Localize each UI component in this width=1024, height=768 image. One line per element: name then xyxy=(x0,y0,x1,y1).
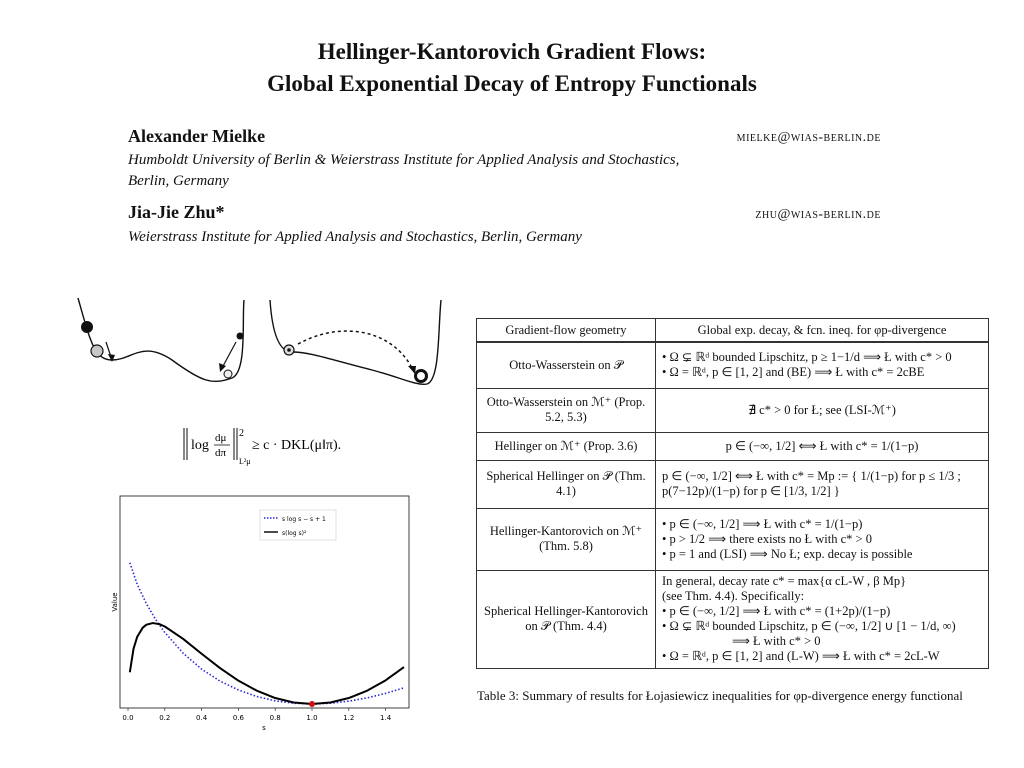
table-row xyxy=(477,570,989,668)
comparison-line-chart xyxy=(111,494,414,734)
x-tick-label: 0.4 xyxy=(196,714,208,722)
row-results xyxy=(656,570,989,668)
ineq-lhs: log xyxy=(191,438,209,453)
summary-table xyxy=(476,318,989,669)
result-line: (see Thm. 4.4). Specifically: xyxy=(662,589,805,603)
result-line: • Ω = ℝᵈ, p ∈ [1, 2] and (BE) ⟹ Ł with c* = 2cBE xyxy=(662,365,925,380)
svg-text:dμ: dμ xyxy=(215,432,227,444)
row-geometry: Otto-Wasserstein on 𝒫 xyxy=(477,342,656,388)
minimum-marker xyxy=(309,701,315,707)
table-header-row xyxy=(477,319,989,343)
dashed-transport-arrow xyxy=(298,331,412,368)
left-landscape-curve xyxy=(78,298,244,381)
author-email-1[interactable]: mielke@wias-berlin.de xyxy=(736,130,881,145)
x-tick-label: 0.2 xyxy=(159,714,171,722)
y-axis-label: Value xyxy=(111,592,119,612)
result-line: ⟹ Ł with c* > 0 xyxy=(732,634,821,648)
row-results: p ∈ (−∞, 1/2] ⟺ Ł with c* = 1/(1−p) xyxy=(656,432,989,460)
result-line: In general, decay rate c* = max{α cL-W , β Mp} xyxy=(662,574,907,588)
plot-series-group xyxy=(130,563,404,707)
x-axis-label: s xyxy=(262,724,266,732)
affiliation-line-2: Berlin, Germany xyxy=(128,173,229,189)
row-geometry: Spherical Hellinger on 𝒫 (Thm. 4.1) xyxy=(477,460,656,508)
table-header-geometry: Gradient-flow geometry xyxy=(477,319,656,343)
result-line: • p ∈ (−∞, 1/2] ⟹ Ł with c* = (1+2p)/(1−p) xyxy=(662,604,891,618)
svg-text:dπ: dπ xyxy=(215,447,227,459)
author-name-1: Alexander Mielke xyxy=(128,126,266,146)
row-results: p ∈ (−∞, 1/2] ⟺ Ł with c* = Mp := { 1/(1−p) for p ≤ 1/3 ; p(7−12p)/(1−p) for p ∈ [1/3, 1/2] } xyxy=(656,460,989,508)
right-ball-top xyxy=(237,333,244,340)
right-landscape-curve xyxy=(270,300,441,384)
legend-label-1: s log s − s + 1 xyxy=(282,516,326,523)
author-affiliation-2: Weierstrass Institute for Applied Analysis and Stochastics, Berlin, Germany xyxy=(128,229,582,245)
row-geometry: Otto-Wasserstein on ℳ⁺ (Prop. 5.2, 5.3) xyxy=(477,388,656,432)
x-tick-label: 1.0 xyxy=(306,714,318,722)
x-tick-label: 1.2 xyxy=(343,714,355,722)
table-row xyxy=(477,342,989,388)
affiliation-line-1: Humboldt University of Berlin & Weierstrass Institute for Applied Analysis and Stochastics, xyxy=(128,152,680,168)
table-caption: Table 3: Summary of results for Łojasiewicz inequalities for φp-divergence energy functional xyxy=(477,688,963,703)
right-ball-small xyxy=(224,370,232,378)
inequality-formula xyxy=(178,426,378,468)
author-email-2[interactable]: zhu@wias-berlin.de xyxy=(755,207,881,222)
svg-text:2: 2 xyxy=(239,428,244,439)
row-geometry: Spherical Hellinger-Kantorovich on 𝒫 (Thm. 4.4) xyxy=(477,570,656,668)
table-row xyxy=(477,388,989,432)
right-arrowhead xyxy=(219,363,226,372)
result-line: • p ∈ (−∞, 1/2] ⟹ Ł with c* = 1/(1−p) xyxy=(662,516,863,531)
title-line-1: Hellinger-Kantorovich Gradient Flows: xyxy=(317,39,707,64)
legend-label-2: s(log s)² xyxy=(282,530,307,537)
row-geometry: Hellinger-Kantorovich on ℳ⁺ (Thm. 5.8) xyxy=(477,508,656,570)
left-arrowhead xyxy=(108,354,115,362)
paper-title xyxy=(0,36,1024,100)
table-row xyxy=(477,432,989,460)
energy-landscape-figure xyxy=(72,290,452,400)
table-row xyxy=(477,508,989,570)
title-line-2: Global Exponential Decay of Entropy Functionals xyxy=(267,71,757,96)
legend xyxy=(260,510,336,540)
row-results: ∄ c* > 0 for Ł; see (LSI-ℳ⁺) xyxy=(656,388,989,432)
result-line: • p = 1 and (LSI) ⟹ No Ł; exp. decay is possible xyxy=(662,546,913,561)
row-results xyxy=(656,342,989,388)
ineq-subscript: L²μ xyxy=(239,457,251,466)
right-arrow xyxy=(222,342,236,368)
x-tick-label: 0.6 xyxy=(232,714,244,722)
x-axis-ticks xyxy=(122,708,391,722)
row-results xyxy=(656,508,989,570)
author-name-2: Jia-Jie Zhu* xyxy=(128,202,225,222)
author-affiliation-1 xyxy=(128,150,679,192)
result-line: • Ω ⊊ ℝᵈ bounded Lipschitz, p ≥ 1−1/d ⟹ Ł with c* > 0 xyxy=(662,350,952,365)
table-header-results: Global exp. decay, & fcn. ineq. for φp-divergence xyxy=(656,319,989,343)
left-ball-top xyxy=(81,321,93,333)
ineq-rhs: ≥ c · DKL(μ‖π). xyxy=(252,438,342,453)
x-tick-label: 0.8 xyxy=(269,714,281,722)
table-row xyxy=(477,460,989,508)
target-ball xyxy=(416,371,427,382)
result-line: • Ω = ℝᵈ, p ∈ [1, 2] and (L-W) ⟹ Ł with c* = 2cL-W xyxy=(662,649,940,663)
series-line-1 xyxy=(130,563,404,704)
result-line: • Ω ⊊ ℝᵈ bounded Lipschitz, p ∈ (−∞, 1/2] ∪ [1 − 1/d, ∞) xyxy=(662,619,956,633)
left-ball-gray xyxy=(91,345,103,357)
result-line: • p > 1/2 ⟹ there exists no Ł with c* > 0 xyxy=(662,531,872,546)
x-tick-label: 1.4 xyxy=(380,714,392,722)
row-geometry: Hellinger on ℳ⁺ (Prop. 3.6) xyxy=(477,432,656,460)
lsi-inequality xyxy=(178,426,378,473)
x-tick-label: 0.0 xyxy=(122,714,134,722)
series-line-2 xyxy=(130,623,404,704)
